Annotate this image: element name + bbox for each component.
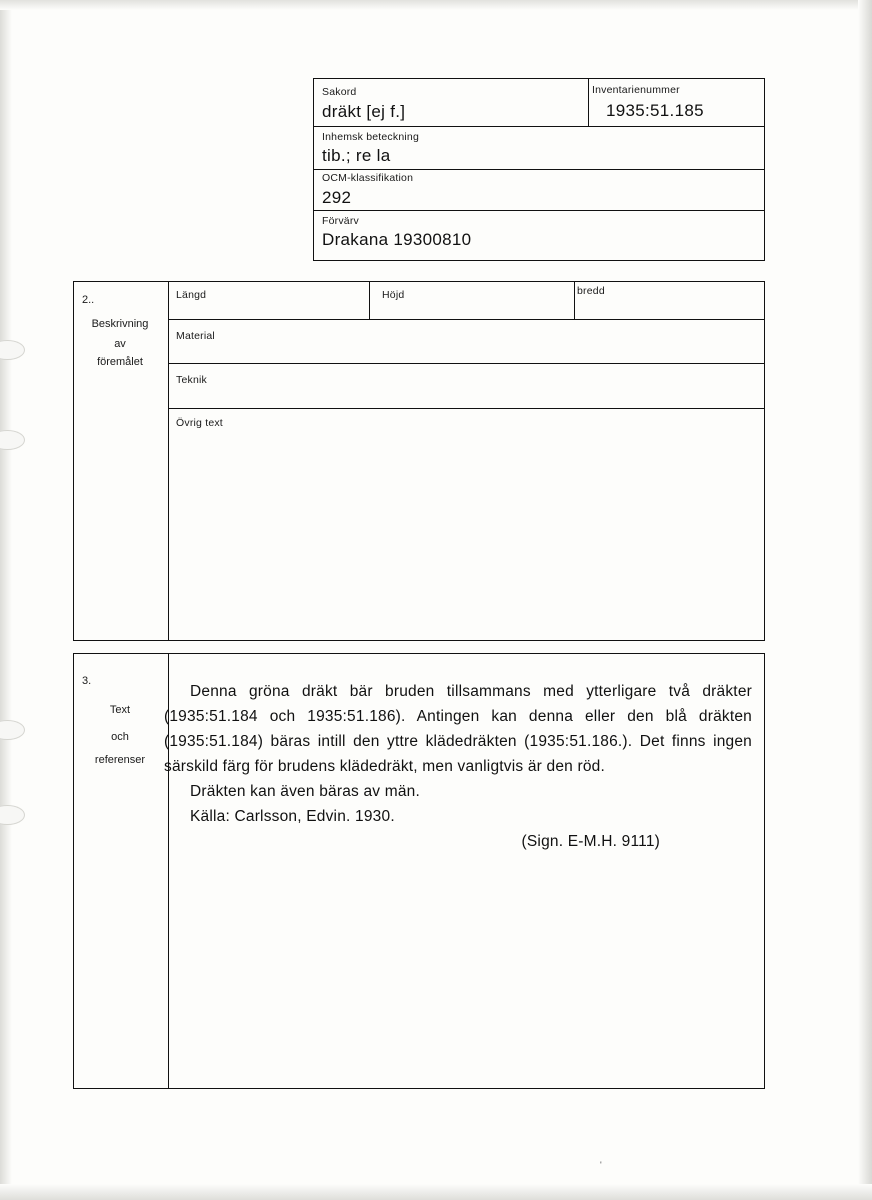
- section3-side-label-2: och: [111, 731, 129, 743]
- section2-rule-teknik: [168, 408, 764, 409]
- sakord-value: dräkt [ej f.]: [322, 102, 406, 121]
- section2-divider-bredd: [574, 282, 575, 319]
- ocm-klassifikation-label: OCM-klassifikation: [322, 172, 414, 184]
- section3-side-label-1: Text: [109, 704, 131, 716]
- section3-paragraph-1: Denna gröna dräkt bär bruden tillsammans med ytterligare två dräkter (1935:51.184 och 1935:51.186). Antingen kan denna eller den blå dräkten (1935:51.184) bäras intill den yttre klädedräkten (1935:51.186.). Det finns ingen särskild färg för brudens klädedräkt, men vanligtvis är den röd.: [164, 683, 752, 775]
- section3-paragraph-2: Dräkten kan även bäras av män.: [190, 783, 421, 800]
- section3-text-block: [164, 679, 752, 854]
- page-bottom-mark: ': [600, 1160, 602, 1170]
- bredd-label: bredd: [577, 285, 605, 297]
- forvarv-label: Förvärv: [322, 215, 359, 227]
- section2-side-divider: [168, 282, 169, 640]
- header-rule-1: [314, 126, 764, 127]
- header-rule-2: [314, 169, 764, 170]
- inhemsk-beteckning-value: tib.; re la: [322, 146, 391, 165]
- material-label: Material: [176, 330, 215, 342]
- section2-divider-hojd: [369, 282, 370, 319]
- section2-rule-material: [168, 363, 764, 364]
- ocm-klassifikation-value: 292: [322, 188, 352, 207]
- section2-rule-dimensions: [168, 319, 764, 320]
- page-edge-right: [858, 0, 872, 1200]
- sakord-label: Sakord: [322, 86, 357, 98]
- langd-label: Längd: [176, 289, 207, 301]
- section2-side-label-2: av: [114, 338, 126, 350]
- header-rule-3: [314, 210, 764, 211]
- ovrig-text-label: Övrig text: [176, 417, 223, 429]
- section3-paragraph-3: Källa: Carlsson, Edvin. 1930.: [190, 808, 395, 825]
- section3-number: 3.: [82, 675, 92, 687]
- forvarv-value: Drakana 19300810: [322, 230, 472, 249]
- section3-side-label-3: referenser: [94, 754, 146, 766]
- section2-number: 2..: [82, 294, 95, 306]
- inventarienummer-value: 1935:51.185: [606, 101, 704, 120]
- page-edge-bottom: [0, 1184, 872, 1200]
- hojd-label: Höjd: [382, 289, 405, 301]
- inventarienummer-label: Inventarienummer: [592, 84, 680, 96]
- header-divider-vertical: [588, 79, 589, 126]
- section3-signature: (Sign. E-M.H. 9111): [521, 833, 660, 850]
- section2-side-label-3: föremålet: [97, 356, 143, 368]
- page-edge-top: [0, 0, 872, 10]
- teknik-label: Teknik: [176, 374, 207, 386]
- section2-side-label-1: Beskrivning: [91, 318, 149, 330]
- page-edge-left: [0, 0, 12, 1200]
- inhemsk-beteckning-label: Inhemsk beteckning: [322, 131, 419, 143]
